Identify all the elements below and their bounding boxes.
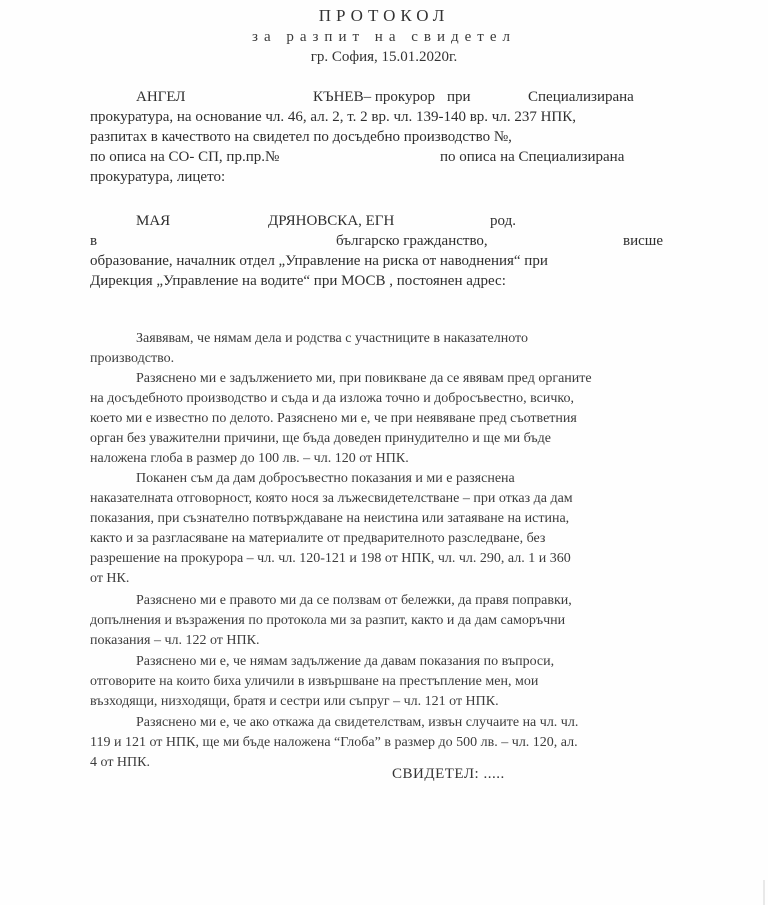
prosecutor-first-name: АНГЕЛ bbox=[136, 89, 186, 105]
paragraph-line: показания – чл. 122 от НПК. bbox=[90, 633, 260, 648]
place-date: гр. София, 15.01.2020г. bbox=[310, 49, 458, 65]
paragraph-line: от НК. bbox=[90, 571, 130, 586]
paragraph-line: производство. bbox=[90, 351, 175, 366]
witness-line: висше bbox=[623, 233, 663, 249]
paragraph-line: Поканен съм да дам добросъвестно показания и ми е разяснена bbox=[136, 471, 515, 486]
paragraph-line: Заявявам, че нямам дела и родства с участниците в наказателното bbox=[136, 331, 528, 346]
paragraph-line: орган без уважителни причини, ще бъда доведен принудително и ще ми бъде bbox=[90, 431, 551, 446]
paragraph-line: 4 от НПК. bbox=[90, 755, 150, 770]
paragraph-line: на досъдебното производство и съда и да изложа точно и добросъвестно, всичко, bbox=[90, 391, 575, 406]
intro-text: Специализирана bbox=[528, 89, 634, 105]
paragraph-line: Разяснено ми е правото ми да се ползвам от бележки, да правя поправки, bbox=[136, 593, 572, 608]
witness-line: Дирекция „Управление на водите“ при МОСВ , постоянен адрес: bbox=[90, 273, 506, 289]
paragraph-line: възходящи, низходящи, братя и сестри или съпруг – чл. 121 от НПК. bbox=[90, 694, 499, 709]
witness-signature: СВИДЕТЕЛ: ..... bbox=[392, 766, 505, 782]
paragraph-line: Разяснено ми е, че ако откажа да свидетелствам, извън случаите на чл. чл. bbox=[136, 715, 579, 730]
intro-line: разпитах в качеството на свидетел по досъдебно производство №, bbox=[90, 129, 512, 145]
paragraph-line: Разяснено ми е, че нямам задължение да давам показания по въпроси, bbox=[136, 654, 555, 669]
witness-line: образование, началник отдел „Управление на риска от наводнения“ при bbox=[90, 253, 548, 269]
paragraph-line: отговорите на които биха уличили в извършване на престъпление мен, мои bbox=[90, 674, 539, 689]
paragraph-line: Разяснено ми е задължението ми, при повикване да се явявам пред органите bbox=[136, 371, 592, 386]
intro-line: прокуратура, лицето: bbox=[90, 169, 226, 185]
witness-line: в bbox=[90, 233, 98, 249]
prosecutor-last-name: КЪНЕВ– прокурор bbox=[313, 89, 435, 105]
document-title: ПРОТОКОЛ bbox=[318, 6, 450, 25]
scan-edge-mark bbox=[763, 880, 765, 905]
intro-line: по описа на СО- СП, пр.пр.№ bbox=[90, 149, 280, 165]
document-subtitle: за разпит на свидетел bbox=[252, 29, 516, 45]
paragraph-line: наказателната отговорност, която нося за лъжесвидетелстване – при отказ да дам bbox=[90, 491, 573, 506]
paragraph-line: допълнения и възражения по протокола ми за разпит, както и да дам саморъчни bbox=[90, 613, 566, 628]
witness-first-name: МАЯ bbox=[136, 213, 171, 229]
paragraph-line: разрешение на прокурора – чл. чл. 120-121 и 198 от НПК, чл. чл. 290, ал. 1 и 360 bbox=[90, 551, 571, 566]
intro-line: по описа на Специализирана bbox=[440, 149, 625, 165]
witness-born-label: род. bbox=[490, 213, 516, 229]
paragraph-line: 119 и 121 от НПК, ще ми бъде наложена “Глоба” в размер до 500 лв. – чл. 120, ал. bbox=[90, 735, 578, 750]
paragraph-line: показания, при съзнателно потвърждаване на неистина или затаяване на истина, bbox=[90, 511, 570, 526]
paragraph-line: което ми е известно по делото. Разяснено ми е, че при неявяване пред съответния bbox=[90, 411, 577, 426]
paragraph-line: както и за разгласяване на материалите от предварителното разследване, без bbox=[90, 531, 546, 546]
witness-last-name-egn: ДРЯНОВСКА, ЕГН bbox=[268, 213, 395, 229]
paragraph-line: наложена глоба в размер до 100 лв. – чл. 120 от НПК. bbox=[90, 451, 409, 466]
intro-text: при bbox=[447, 89, 471, 105]
witness-line: българско гражданство, bbox=[336, 233, 488, 249]
intro-line: прокуратура, на основание чл. 46, ал. 2, т. 2 вр. чл. 139-140 вр. чл. 237 НПК, bbox=[90, 109, 577, 125]
